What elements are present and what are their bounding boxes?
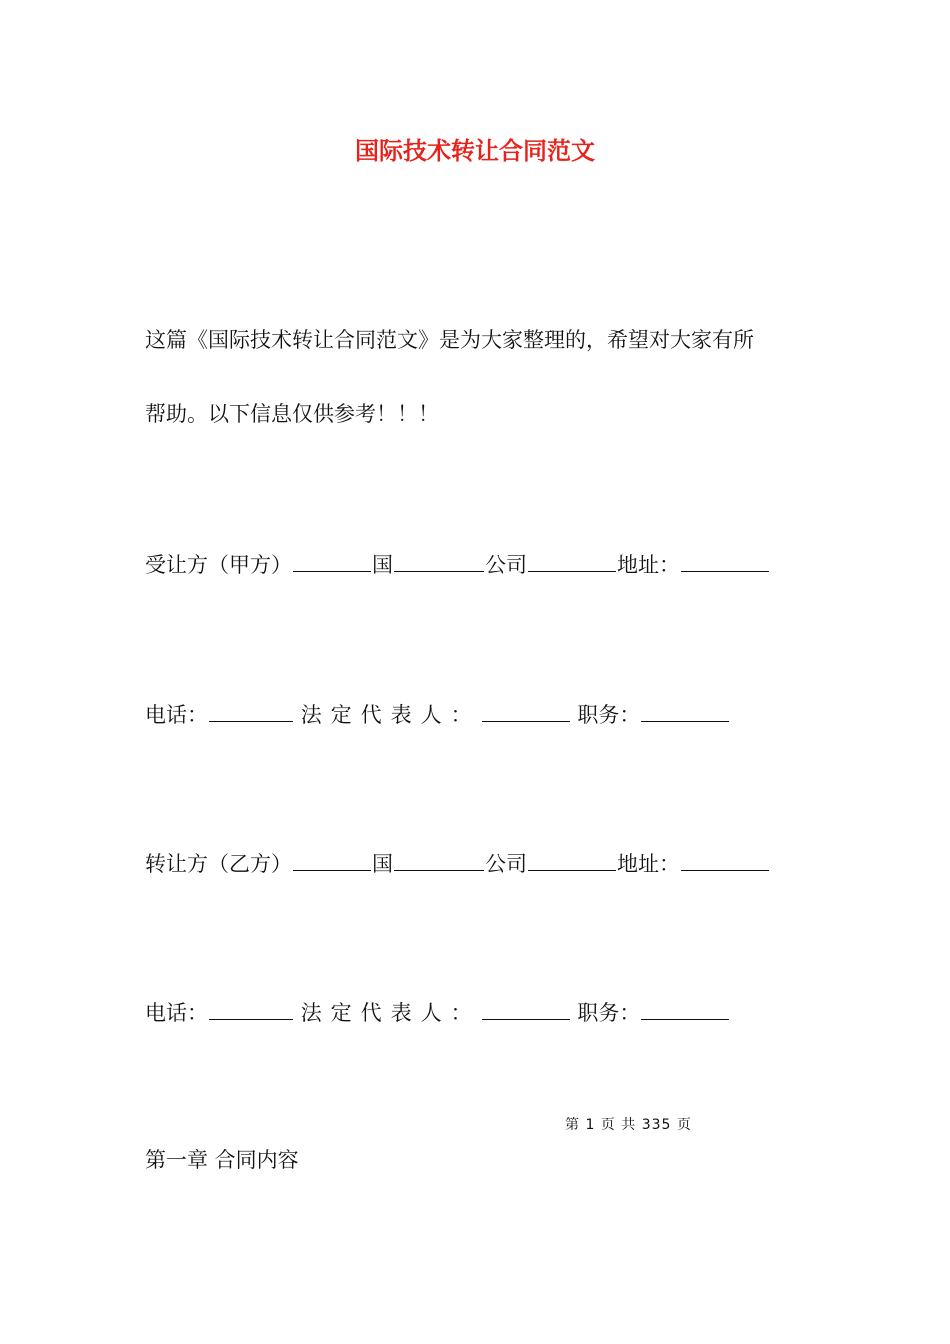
party-b-contact-line <box>145 997 730 1027</box>
party-b-line <box>145 848 770 878</box>
party-a-company-label: 公司 <box>485 553 527 577</box>
party-b-legal-rep-label: 法定代表人： <box>300 1001 481 1025</box>
party-a-address-blank <box>681 549 769 572</box>
party-b-country-label: 国 <box>372 852 393 876</box>
party-a-country-label: 国 <box>372 553 393 577</box>
intro-line-2: 帮助。以下信息仅供参考！！！ <box>145 402 439 426</box>
party-b-company-label: 公司 <box>485 852 527 876</box>
party-a-phone-blank <box>209 699 293 722</box>
party-b-name-blank <box>293 848 371 871</box>
chapter-heading: 第一章 合同内容 <box>145 1148 299 1172</box>
party-a-name-blank <box>293 549 371 572</box>
party-b-phone-label: 电话： <box>145 1001 208 1025</box>
party-b-company-blank <box>528 848 616 871</box>
party-a-position-blank <box>641 699 729 722</box>
page-footer: 第 1 页 共 335 页 <box>565 1117 692 1133</box>
party-b-address-blank <box>681 848 769 871</box>
intro-line-1: 这篇《国际技术转让合同范文》是为大家整理的，希望对大家有所 <box>145 328 754 352</box>
party-a-phone-label: 电话： <box>145 703 208 727</box>
party-a-country-blank <box>394 549 484 572</box>
party-a-contact-line <box>145 699 730 729</box>
party-b-position-label: 职务： <box>577 1001 641 1025</box>
party-a-legal-rep-blank <box>482 699 570 722</box>
party-b-position-blank <box>641 997 729 1020</box>
party-b-phone-blank <box>209 997 293 1020</box>
party-a-address-label: 地址： <box>617 553 680 577</box>
party-b-legal-rep-blank <box>482 997 570 1020</box>
document-title: 国际技术转让合同范文 <box>355 137 595 165</box>
party-b-country-blank <box>394 848 484 871</box>
party-a-label: 受让方（甲方） <box>145 553 292 577</box>
party-a-position-label: 职务： <box>577 703 641 727</box>
party-a-line <box>145 549 770 579</box>
party-b-label: 转让方（乙方） <box>145 852 292 876</box>
party-a-company-blank <box>528 549 616 572</box>
party-b-address-label: 地址： <box>617 852 680 876</box>
party-a-legal-rep-label: 法定代表人： <box>300 703 481 727</box>
